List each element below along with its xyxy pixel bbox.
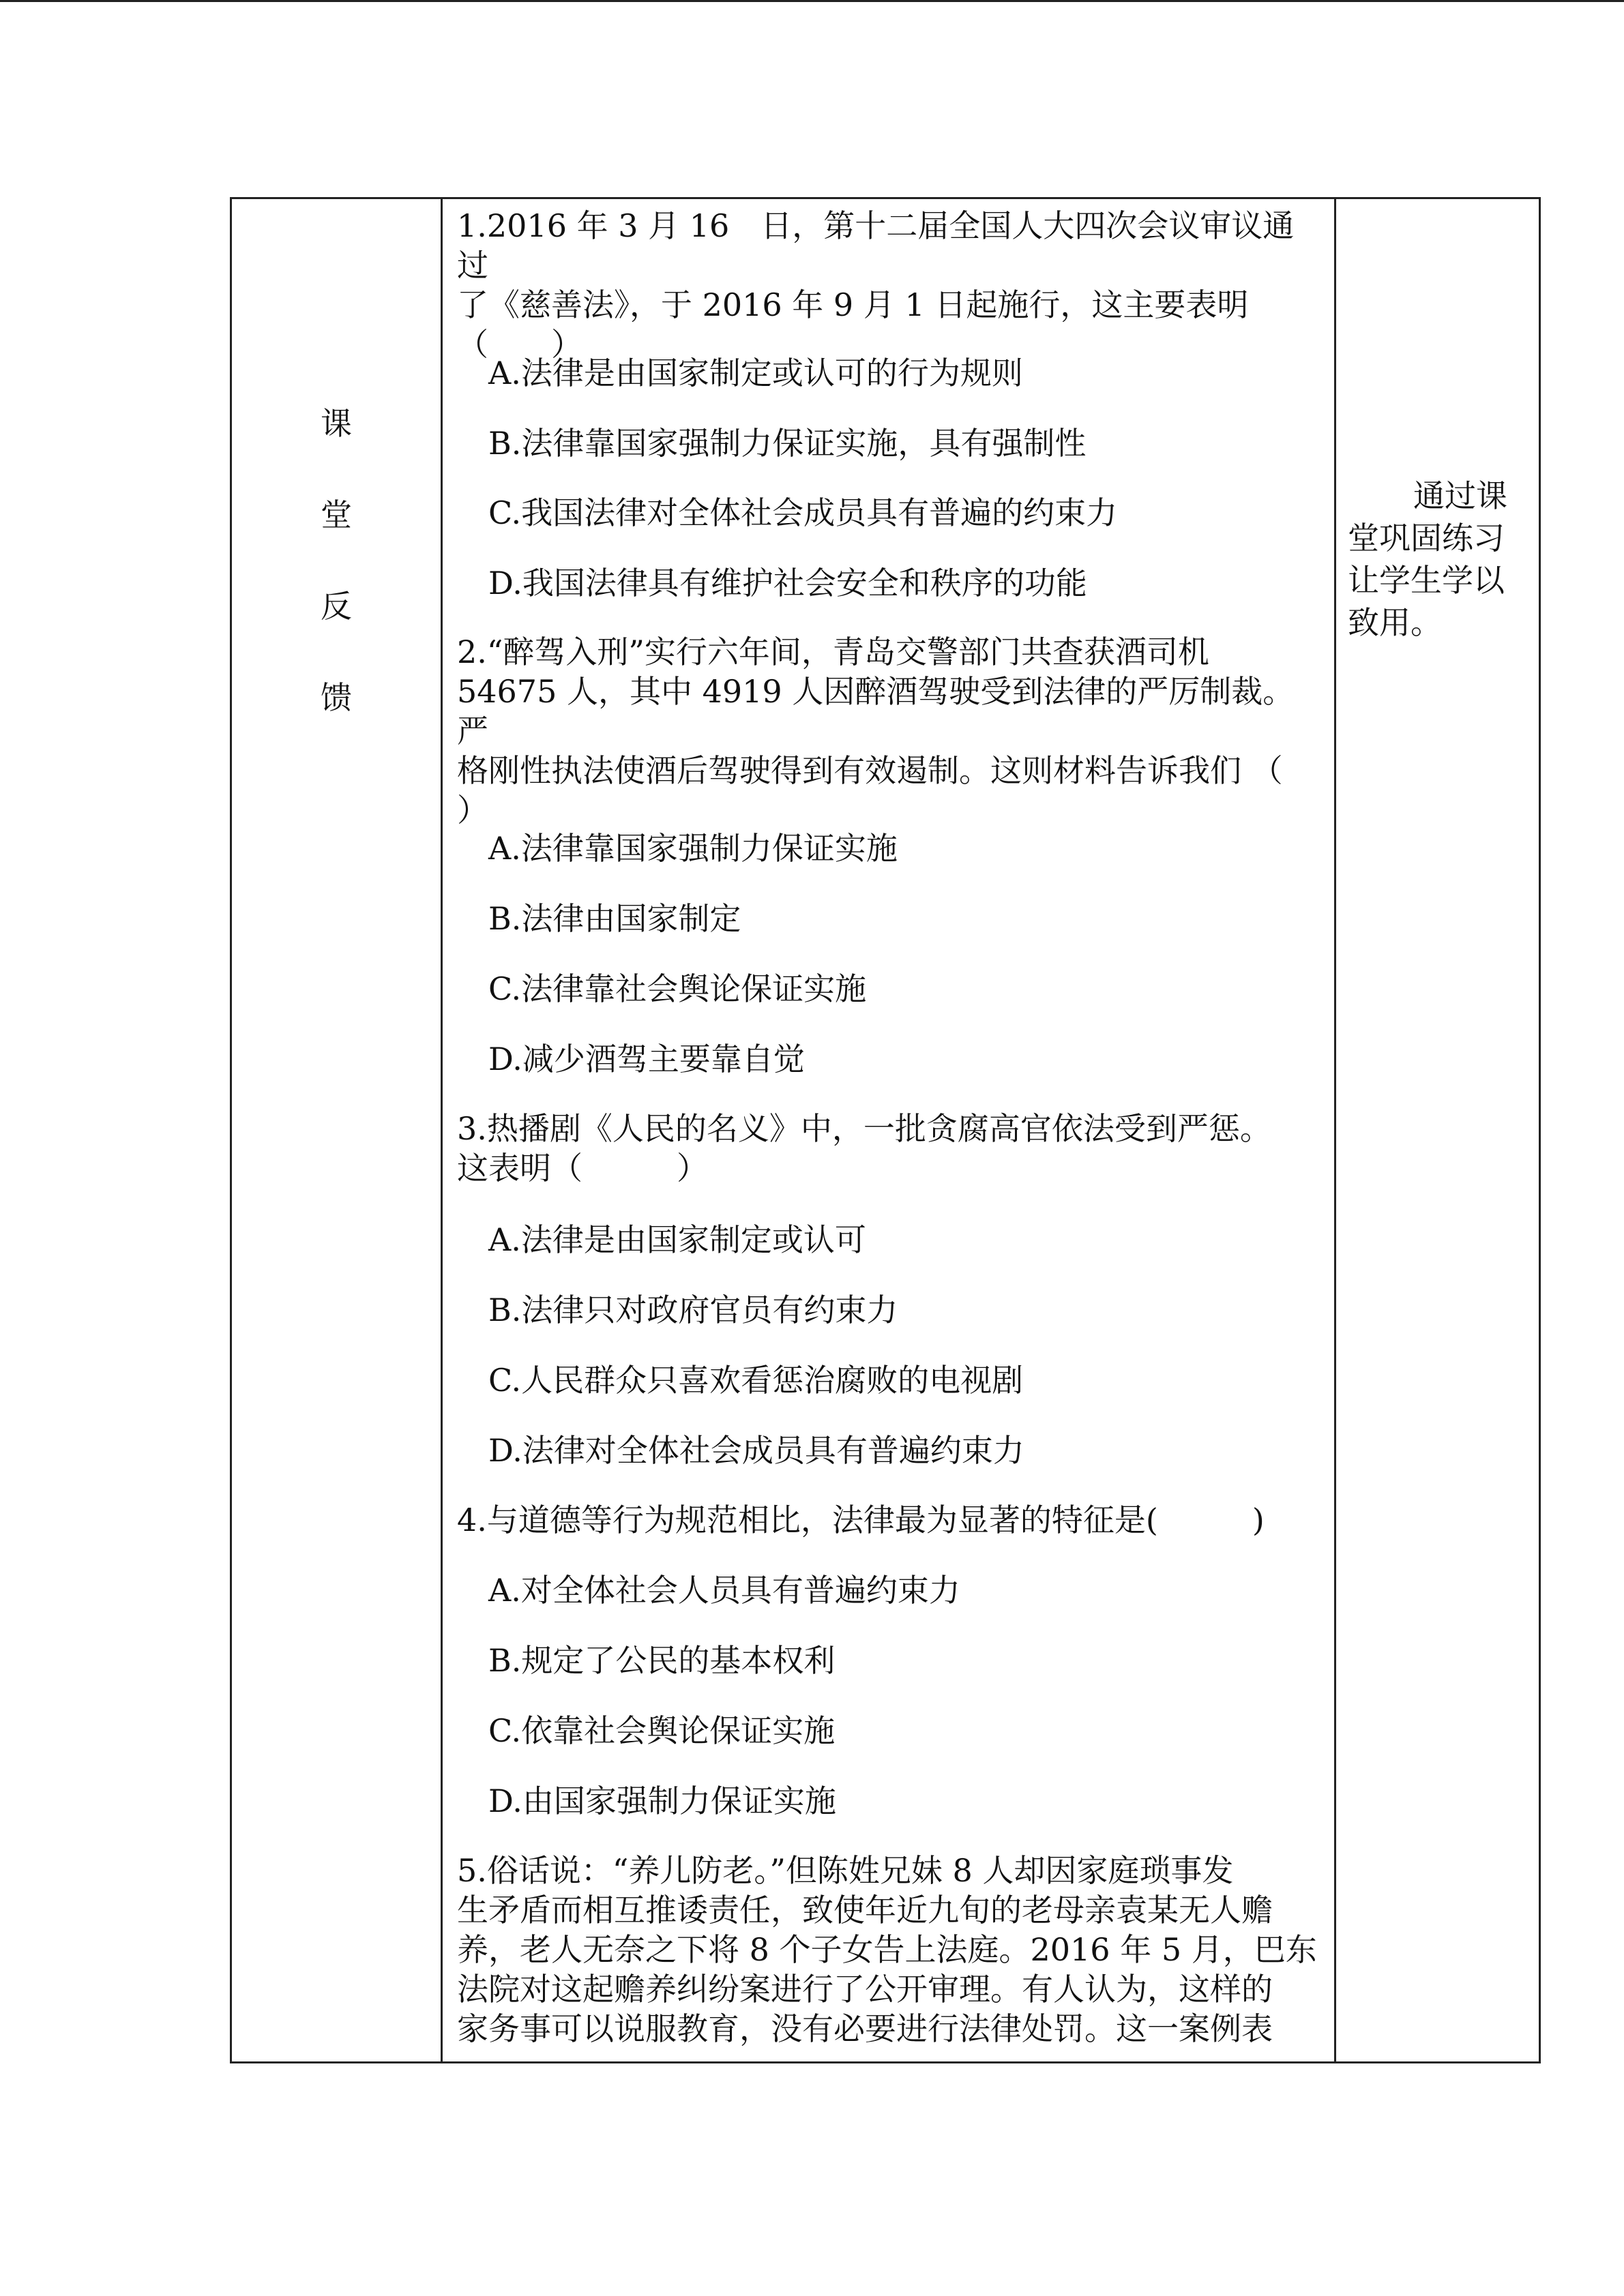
section-label: [232, 378, 441, 743]
question-line: 家务事可以说服教育，没有必要进行法律处罚。这一案例表: [457, 2010, 1273, 2047]
lesson-table: [230, 197, 1541, 2063]
question-4-option-d: D.由国家强制力保证实施: [488, 1783, 836, 1819]
question-line: 养，老人无奈之下将 8 个子女告上法庭。2016 年 5 月，巴东: [457, 1931, 1317, 1968]
question-2-option-b: B.法律由国家制定: [488, 900, 741, 937]
question-2-option-d: D.减少酒驾主要靠自觉: [488, 1041, 805, 1077]
question-4-option-b: B.规定了公民的基本权利: [488, 1642, 836, 1679]
question-line: 这表明（ ）: [457, 1150, 708, 1187]
question-line: 生矛盾而相互推诿责任，致使年近九旬的老母亲袁某无人赡: [457, 1892, 1273, 1928]
question-2-option-a: A.法律靠国家强制力保证实施: [488, 830, 898, 867]
question-line: 了《慈善法》，于 2016 年 9 月 1 日起施行，这主要表明: [457, 286, 1249, 323]
page-top-border: [0, 0, 1624, 2]
question-3-option-b: B.法律只对政府官员有约束力: [488, 1292, 898, 1328]
question-line: （ ）: [457, 326, 582, 363]
question-line: 54675 人，其中 4919 人因醉酒驾驶受到法律的严厉制裁。严: [457, 673, 1295, 749]
question-3-option-c: C.人民群众只喜欢看惩治腐败的电视剧: [488, 1362, 1024, 1399]
question-1-option-a: A.法律是由国家制定或认可的行为规则: [488, 355, 1023, 391]
question-2-stem: [457, 632, 1323, 830]
question-4-option-c: C.依靠社会舆论保证实施: [488, 1712, 836, 1749]
question-5-stem: [457, 1851, 1323, 2048]
column-divider: [441, 199, 443, 2061]
question-line: 5.俗话说：“养儿防老。”但陈姓兄妹 8 人却因家庭琐事发: [457, 1852, 1234, 1889]
purpose-line: 致用。: [1348, 604, 1442, 641]
question-3-option-d: D.法律对全体社会成员具有普遍约束力: [488, 1432, 1024, 1469]
column-divider: [1334, 199, 1336, 2061]
question-line: 4.与道德等行为规范相比，法律最为显著的特征是( ): [457, 1502, 1265, 1538]
question-3-stem: [457, 1109, 1323, 1188]
section-label-char: 课: [321, 405, 352, 442]
question-line: 1.2016 年 3 月 16 日，第十二届全国人大四次会议审议通过: [457, 207, 1295, 284]
section-label-char: 堂: [321, 496, 352, 533]
teaching-purpose-note: [1348, 475, 1525, 644]
question-1-option-b: B.法律靠国家强制力保证实施，具有强制性: [488, 425, 1087, 462]
question-1-stem: [457, 206, 1323, 364]
purpose-line: 通过课: [1413, 477, 1507, 514]
purpose-line: 让学生学以: [1348, 562, 1505, 599]
section-label-char: 馈: [321, 679, 352, 716]
question-1-option-c: C.我国法律对全体社会成员具有普遍的约束力: [488, 494, 1118, 531]
question-3-option-a: A.法律是由国家制定或认可: [488, 1221, 866, 1258]
question-line: ）: [457, 792, 488, 829]
question-4-stem: [457, 1500, 1323, 1540]
question-4-option-a: A.对全体社会人员具有普遍约束力: [488, 1572, 960, 1609]
question-1-option-d: D.我国法律具有维护社会安全和秩序的功能: [488, 565, 1087, 601]
purpose-line: 堂巩固练习: [1348, 520, 1505, 556]
question-2-option-c: C.法律靠社会舆论保证实施: [488, 970, 867, 1007]
question-line: 3.热播剧《人民的名义》中，一批贪腐高官依法受到严惩。: [457, 1110, 1271, 1147]
question-line: 格刚性执法使酒后驾驶得到有效遏制。这则材料告诉我们 （: [457, 752, 1283, 789]
section-label-char: 反: [321, 588, 352, 625]
question-line: 法院对这起赡养纠纷案进行了公开审理。有人认为，这样的: [457, 1971, 1273, 2008]
question-line: 2.“醉驾入刑”实行六年间，青岛交警部门共查获酒司机: [457, 633, 1209, 670]
